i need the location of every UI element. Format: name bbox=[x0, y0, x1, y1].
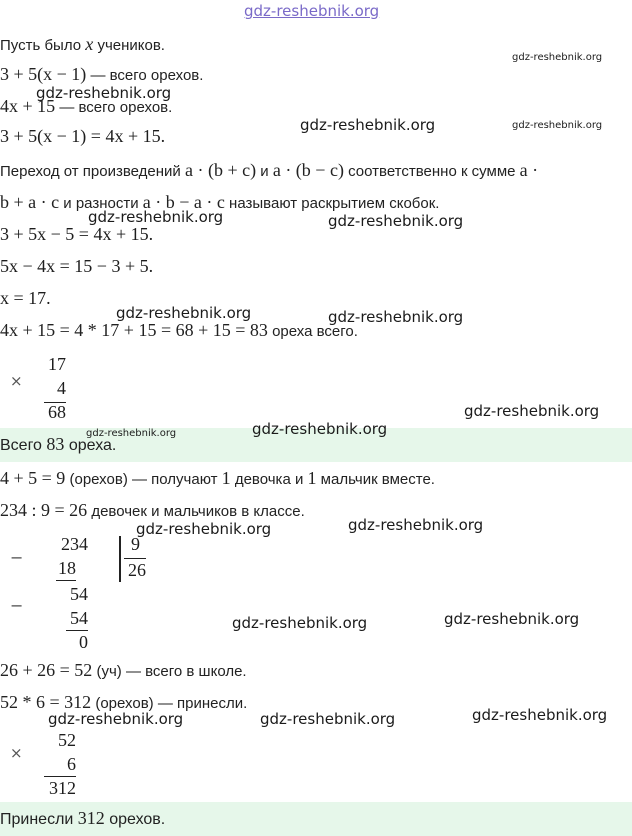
text: ореха. bbox=[64, 437, 117, 454]
watermark: gdz-reshebnik.org bbox=[512, 52, 603, 63]
math: 3 + 5x − 5 = 4x + 15. bbox=[0, 224, 154, 244]
divisor-underline bbox=[124, 558, 146, 559]
remainder-1: 54 bbox=[70, 584, 88, 604]
math: 4x + 15 = 4 * 17 + 15 = 68 + 15 = 83 bbox=[0, 320, 268, 340]
result: 312 bbox=[49, 778, 76, 798]
line-step-1 bbox=[0, 224, 153, 245]
times-icon: × bbox=[10, 372, 23, 390]
text: Переход от произведений bbox=[0, 163, 185, 180]
watermark: gdz-reshebnik.org bbox=[472, 706, 608, 724]
watermark: gdz-reshebnik.org bbox=[328, 308, 464, 326]
minus-icon: − bbox=[10, 596, 24, 615]
text: Принесли bbox=[0, 811, 78, 828]
math: x = 17. bbox=[0, 288, 51, 308]
line-total bbox=[0, 320, 358, 341]
line-class bbox=[0, 500, 305, 521]
text: называют раскрытием скобок. bbox=[224, 195, 440, 212]
times-icon: × bbox=[10, 744, 23, 762]
text: Всего bbox=[0, 437, 47, 454]
dividend: 234 bbox=[61, 534, 88, 554]
math: 4x + 15 bbox=[0, 96, 56, 116]
line-intro bbox=[0, 34, 165, 55]
text: (орехов) — получают bbox=[65, 471, 222, 488]
var-x: x bbox=[85, 34, 94, 54]
long-division-234-9 bbox=[0, 534, 160, 652]
math: a · (b − c) bbox=[272, 160, 344, 180]
math: 52 * 6 = 312 bbox=[0, 692, 92, 712]
math: b + a · c bbox=[0, 192, 60, 212]
math: 5x − 4x = 15 − 3 + 5. bbox=[0, 256, 154, 276]
watermark: gdz-reshebnik.org bbox=[328, 212, 464, 230]
multiplication-52x6 bbox=[0, 730, 90, 802]
line-equation bbox=[0, 126, 165, 147]
math: 4 + 5 = 9 bbox=[0, 468, 66, 488]
line-step-2 bbox=[0, 256, 153, 277]
answer-2 bbox=[0, 808, 165, 829]
division-bar bbox=[119, 536, 121, 582]
math: 312 bbox=[77, 808, 105, 828]
divisor: 9 bbox=[131, 534, 140, 554]
watermark: gdz-reshebnik.org bbox=[48, 710, 184, 728]
text: ореха всего. bbox=[267, 323, 358, 340]
line-pair bbox=[0, 468, 435, 489]
multiplication-17x4 bbox=[0, 352, 80, 424]
text: девочка и bbox=[230, 471, 308, 488]
quotient: 26 bbox=[128, 560, 146, 580]
text: и bbox=[256, 163, 273, 180]
text: орехов. bbox=[104, 811, 166, 828]
text: соответственно к сумме bbox=[343, 163, 520, 180]
text: Пусть было bbox=[0, 37, 86, 54]
watermark-top: gdz-reshebnik.org bbox=[244, 2, 380, 20]
math: a · bbox=[519, 160, 539, 180]
subtrahend-2: 54 bbox=[70, 608, 88, 628]
watermark: gdz-reshebnik.org bbox=[348, 516, 484, 534]
subtrahend-1: 18 bbox=[58, 558, 76, 578]
line-expression-2 bbox=[0, 96, 172, 117]
watermark: gdz-reshebnik.org bbox=[136, 520, 272, 538]
minus-icon: − bbox=[10, 548, 24, 567]
operand-a: 17 bbox=[48, 354, 66, 374]
watermark: gdz-reshebnik.org bbox=[116, 304, 252, 322]
math: 1 bbox=[307, 468, 317, 488]
math: 1 bbox=[221, 468, 231, 488]
math: a · b − a · c bbox=[142, 192, 225, 212]
watermark: gdz-reshebnik.org bbox=[88, 208, 224, 226]
watermark: gdz-reshebnik.org bbox=[36, 84, 172, 102]
math: 26 + 26 = 52 bbox=[0, 660, 93, 680]
underline bbox=[56, 580, 76, 581]
watermark: gdz-reshebnik.org bbox=[444, 610, 580, 628]
text: учеников. bbox=[93, 37, 165, 54]
result: 68 bbox=[48, 402, 66, 422]
underline bbox=[66, 630, 88, 631]
watermark: gdz-reshebnik.org bbox=[252, 420, 388, 438]
watermark: gdz-reshebnik.org bbox=[260, 710, 396, 728]
math: 3 + 5(x − 1) bbox=[0, 64, 87, 84]
text: — всего орехов. bbox=[55, 99, 173, 116]
text: (орехов) — принесли. bbox=[91, 695, 248, 712]
line-rule-1 bbox=[0, 160, 538, 181]
math: 83 bbox=[46, 434, 65, 454]
math: a · (b + c) bbox=[184, 160, 257, 180]
text: мальчик вместе. bbox=[316, 471, 435, 488]
watermark: gdz-reshebnik.org bbox=[232, 614, 368, 632]
watermark: gdz-reshebnik.org bbox=[464, 402, 600, 420]
watermark: gdz-reshebnik.org bbox=[86, 428, 177, 439]
text: девочек и мальчиков в классе. bbox=[87, 503, 305, 520]
line-step-3 bbox=[0, 288, 51, 309]
line-expression-1 bbox=[0, 64, 203, 85]
text: (уч) — всего в школе. bbox=[92, 663, 247, 680]
operand-a: 52 bbox=[58, 730, 76, 750]
text: — всего орехов. bbox=[86, 67, 204, 84]
watermark: gdz-reshebnik.org bbox=[512, 120, 603, 131]
text: и разности bbox=[59, 195, 143, 212]
remainder-2: 0 bbox=[79, 632, 88, 652]
math: 3 + 5(x − 1) = 4x + 15. bbox=[0, 126, 166, 146]
underline bbox=[44, 776, 76, 777]
watermark: gdz-reshebnik.org bbox=[300, 116, 436, 134]
math: 234 : 9 = 26 bbox=[0, 500, 88, 520]
line-school bbox=[0, 660, 247, 681]
operand-b: 6 bbox=[67, 754, 76, 774]
operand-b: 4 bbox=[57, 378, 66, 398]
